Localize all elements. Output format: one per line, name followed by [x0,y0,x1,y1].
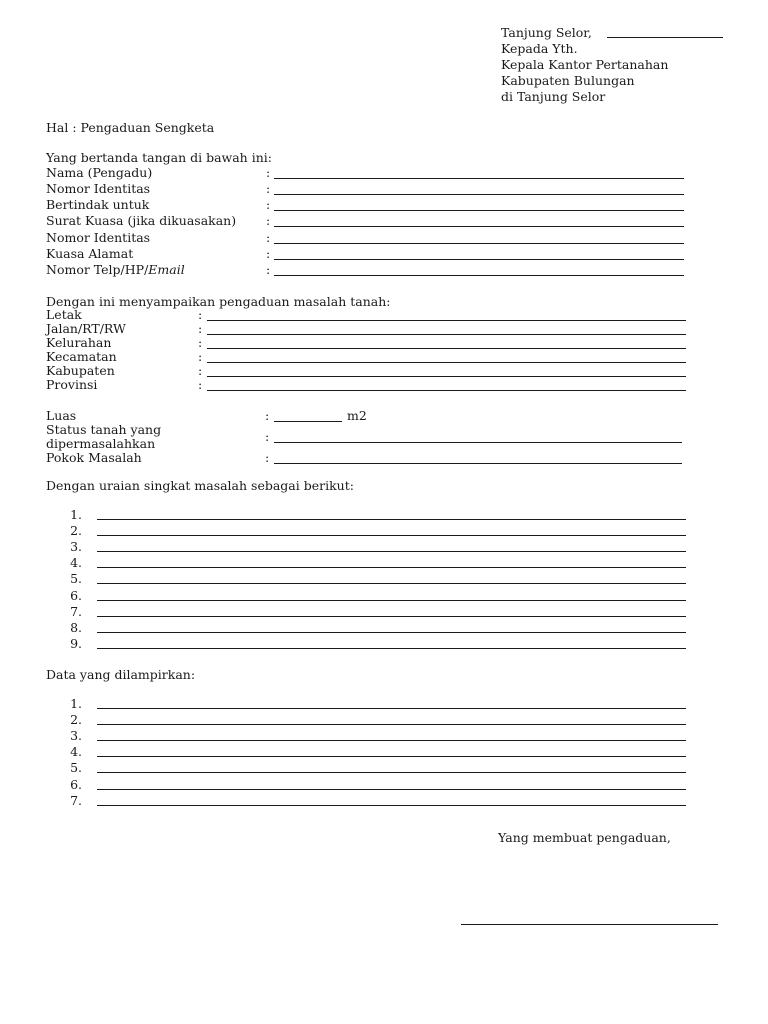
land-input-line[interactable] [207,320,686,321]
addressee-office: Kepala Kantor Pertanahan [501,57,669,72]
list-item-line[interactable] [97,756,686,757]
field-colon: : [198,363,203,378]
land-input-line[interactable] [207,362,686,363]
addressee-city: di Tanjung Selor [501,89,606,104]
list-item-line[interactable] [97,632,686,633]
list-number: 6. [70,587,82,603]
list-number: 1. [70,507,82,522]
list-number: 4. [70,555,82,571]
list-item-line[interactable] [97,805,686,806]
complainant-field-label: Nomor Identitas [46,230,151,245]
complainant-field-label [46,264,185,277]
field-colon: : [266,197,271,212]
list-item-line[interactable] [97,648,686,649]
land-field-label: Letak [46,307,82,322]
land-field-label: Kelurahan [46,335,112,350]
place-date-label: Tanjung Selor, [501,25,592,40]
complainant-field-label: Surat Kuasa (jika dikuasakan) [46,213,237,228]
field-colon: : [266,230,271,245]
land-field-label: Provinsi [46,377,98,392]
list-number: 3. [70,539,82,555]
list-number: 7. [70,603,82,619]
field-colon: : [198,349,203,364]
list-item-line[interactable] [97,600,686,601]
phone-label: Nomor Telp/HP/ [46,262,149,277]
complainant-input-line[interactable] [274,226,684,227]
list-item-line[interactable] [97,583,686,584]
attachments-intro: Data yang dilampirkan: [46,667,196,682]
list-number: 6. [70,776,82,792]
email-label: Email [148,262,185,277]
list-number: 7. [70,792,82,808]
list-number: 9. [70,635,82,651]
list-number: 8. [70,619,82,635]
list-item-line[interactable] [97,708,686,709]
addressee-to: Kepada Yth. [501,41,578,56]
signature-line[interactable] [461,924,718,925]
complainant-intro: Yang bertanda tangan di bawah ini: [46,150,272,165]
land-field-label: Kabupaten [46,363,115,378]
list-item-line[interactable] [97,789,686,790]
closing-label: Yang membuat pengaduan, [498,830,671,845]
status-colon: : [265,429,270,444]
land-field-label: Kecamatan [46,349,117,364]
complainant-input-line[interactable] [274,178,684,179]
field-colon: : [266,181,271,196]
list-number: 4. [70,744,82,760]
list-item-line[interactable] [97,724,686,725]
area-colon: : [265,408,270,423]
area-field[interactable] [274,421,342,422]
list-item-line[interactable] [97,616,686,617]
area-unit: m2 [347,408,367,423]
status-field[interactable] [274,442,682,443]
field-colon: : [266,213,271,228]
complainant-input-line[interactable] [274,194,684,195]
land-intro: Dengan ini menyampaikan pengaduan masalah tanah: [46,294,391,309]
list-item-line[interactable] [97,740,686,741]
status-label-2: dipermasalahkan [46,436,156,451]
complainant-field-label: Bertindak untuk [46,197,150,212]
complainant-input-line[interactable] [274,275,684,276]
complainant-field-label: Kuasa Alamat [46,246,134,261]
land-input-line[interactable] [207,390,686,391]
list-number: 2. [70,712,82,728]
field-colon: : [198,335,203,350]
list-number: 5. [70,760,82,776]
date-line[interactable] [607,37,723,38]
description-intro: Dengan uraian singkat masalah sebagai berikut: [46,478,354,493]
list-number: 3. [70,728,82,744]
field-colon: : [266,262,271,277]
complainant-input-line[interactable] [274,210,684,211]
field-colon: : [198,321,203,336]
issue-colon: : [265,450,270,465]
list-item-line[interactable] [97,519,686,520]
list-item-line[interactable] [97,535,686,536]
land-field-label: Jalan/RT/RW [46,321,126,336]
list-item-line[interactable] [97,567,686,568]
field-colon: : [266,246,271,261]
land-input-line[interactable] [207,334,686,335]
list-number: 1. [70,696,82,711]
issue-field[interactable] [274,463,682,464]
status-label-1: Status tanah yang [46,422,162,437]
list-number: 5. [70,571,82,587]
land-input-line[interactable] [207,376,686,377]
field-colon: : [198,377,203,392]
addressee-regency: Kabupaten Bulungan [501,73,635,88]
complainant-field-label: Nomor Identitas [46,181,151,196]
complainant-input-line[interactable] [274,243,684,244]
land-input-line[interactable] [207,348,686,349]
area-label: Luas [46,408,77,423]
list-item-line[interactable] [97,772,686,773]
list-number: 2. [70,523,82,539]
complainant-field-label: Nama (Pengadu) [46,165,153,180]
list-item-line[interactable] [97,551,686,552]
field-colon: : [198,307,203,322]
subject-line: Hal : Pengaduan Sengketa [46,120,215,135]
field-colon: : [266,165,271,180]
issue-label: Pokok Masalah [46,450,142,465]
complainant-input-line[interactable] [274,259,684,260]
